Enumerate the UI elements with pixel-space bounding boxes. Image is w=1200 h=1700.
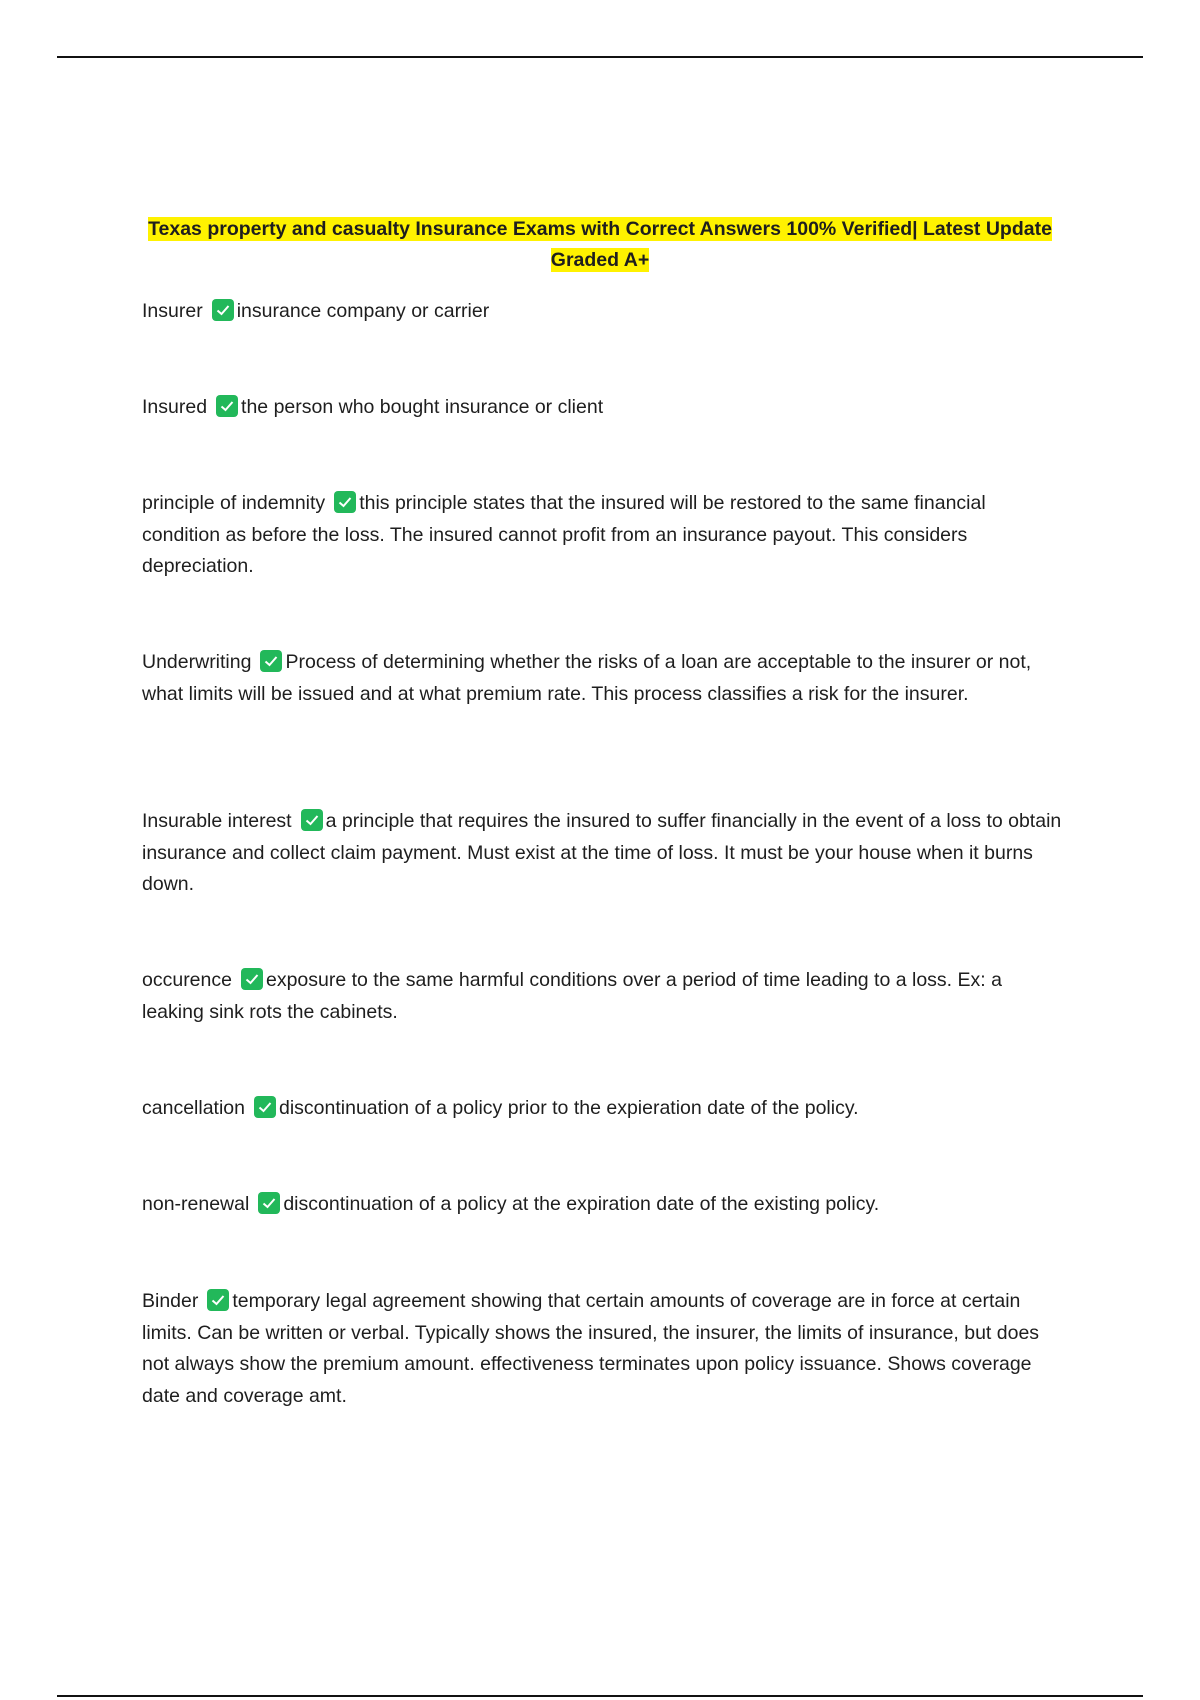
qa-item-occurence bbox=[142, 965, 1067, 1028]
definition: this principle states that the insured will be restored to the same financial condition as before the loss. The insured cannot profit from an insurance payout. This considers depreciation. bbox=[142, 492, 986, 577]
bottom-rule bbox=[57, 1695, 1143, 1697]
check-icon bbox=[334, 491, 356, 513]
check-icon bbox=[301, 809, 323, 831]
term: Insurer bbox=[142, 300, 203, 322]
qa-item-underwriting bbox=[142, 647, 1067, 710]
definition: discontinuation of a policy at the expiration date of the existing policy. bbox=[283, 1193, 880, 1215]
definition: insurance company or carrier bbox=[236, 300, 490, 322]
definition: temporary legal agreement showing that certain amounts of coverage are in force at certain limits. Can be written or verbal. Typically shows the insured, the insurer, the limits of insurance, but does not always show the premium amount. effectiveness terminates upon policy issuance. Shows coverage date and coverage amt. bbox=[142, 1290, 1040, 1407]
term: Insurable interest bbox=[142, 810, 292, 832]
qa-item-non-renewal bbox=[142, 1189, 1067, 1221]
term: Insured bbox=[142, 396, 208, 418]
definition: the person who bought insurance or client bbox=[241, 396, 604, 418]
top-rule bbox=[57, 56, 1143, 58]
definition: a principle that requires the insured to suffer financially in the event of a loss to obtain insurance and collect claim payment. Must exist at the time of loss. It must be your house when it burns down. bbox=[142, 810, 1062, 895]
term: principle of indemnity bbox=[142, 492, 326, 514]
check-icon bbox=[254, 1096, 276, 1118]
qa-item-principle-of-indemnity bbox=[142, 488, 1067, 583]
check-icon bbox=[216, 395, 238, 417]
check-icon bbox=[260, 650, 282, 672]
definition: exposure to the same harmful conditions over a period of time leading to a loss. Ex: a leaking sink rots the cabinets. bbox=[142, 969, 1002, 1023]
term: non-renewal bbox=[142, 1193, 250, 1215]
qa-item-cancellation bbox=[142, 1093, 1067, 1125]
term: cancellation bbox=[142, 1097, 245, 1119]
definition: Process of determining whether the risks of a loan are acceptable to the insurer or not, what limits will be issued and at what premium rate. This process classifies a risk for the insurer. bbox=[142, 651, 1032, 705]
check-icon bbox=[241, 968, 263, 990]
term: Underwriting bbox=[142, 651, 252, 673]
qa-item-binder bbox=[142, 1286, 1067, 1412]
qa-item-insurer bbox=[142, 296, 1067, 328]
page-title bbox=[140, 214, 1060, 276]
qa-item-insurable-interest bbox=[142, 806, 1067, 901]
check-icon bbox=[212, 299, 234, 321]
definition: discontinuation of a policy prior to the expieration date of the policy. bbox=[278, 1097, 859, 1119]
term: Binder bbox=[142, 1290, 199, 1312]
check-icon bbox=[258, 1192, 280, 1214]
check-icon bbox=[207, 1289, 229, 1311]
qa-item-insured bbox=[142, 392, 1067, 424]
term: occurence bbox=[142, 969, 232, 991]
title-text: Texas property and casualty Insurance Exams with Correct Answers 100% Verified| Latest Update Graded A+ bbox=[148, 218, 1052, 271]
